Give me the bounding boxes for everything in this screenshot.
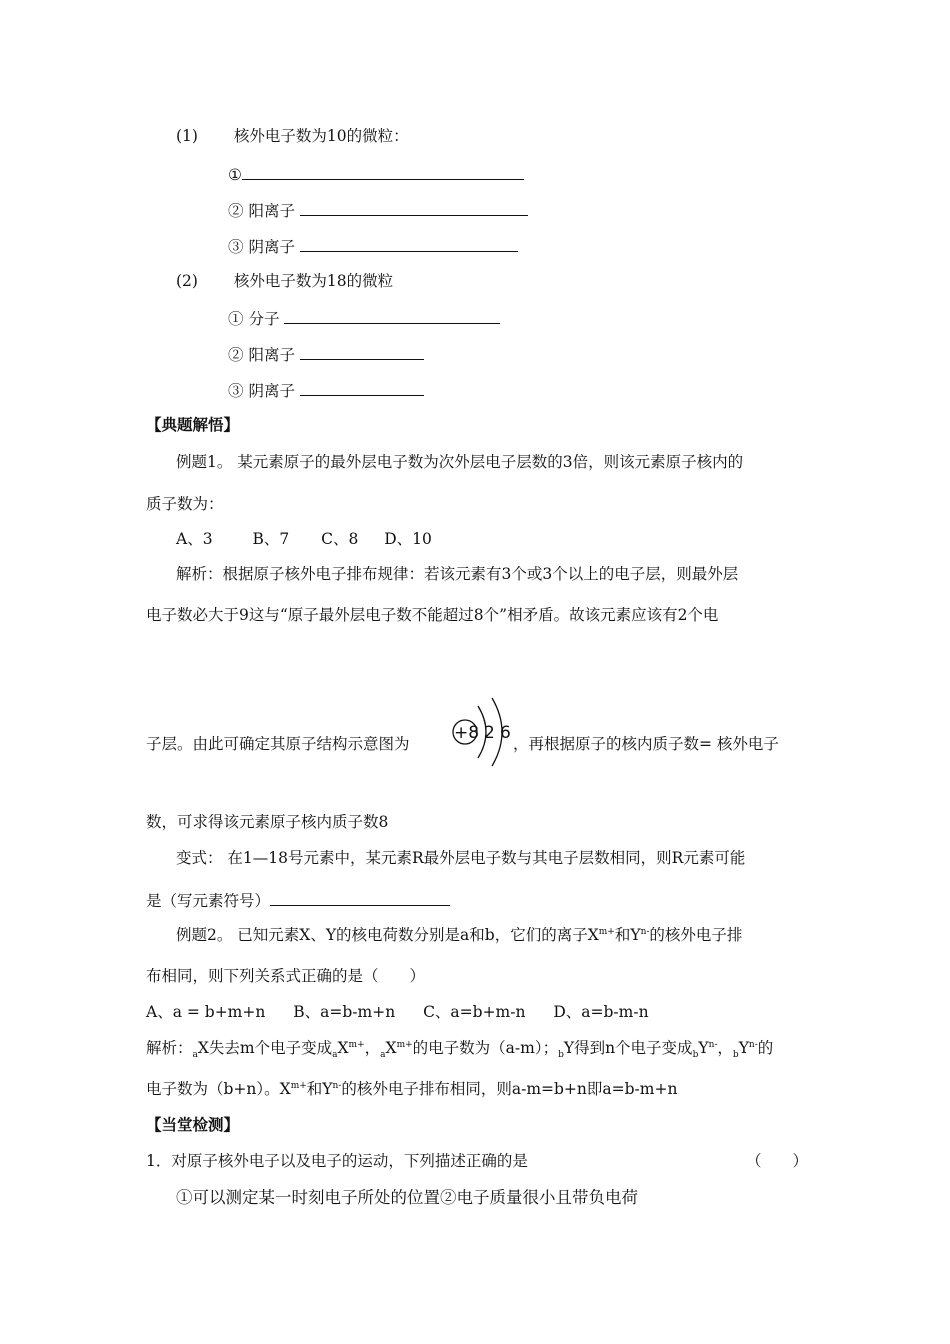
- answer-blank: [300, 343, 424, 360]
- example1-line1: 例题1。 某元素原子的最外层电子数为次外层电子层数的3倍，则该元素原子核内的: [176, 453, 744, 471]
- item-marker: ③: [228, 238, 244, 256]
- nucleus-charge: +8: [454, 723, 480, 743]
- charge-m-plus: m+: [598, 926, 615, 937]
- example2-options: [146, 1002, 649, 1022]
- analysis-text: 的电子数为（a-m）；: [412, 1039, 559, 1057]
- option-a: A、a = b+m+n: [146, 1003, 266, 1021]
- example1-analysis2: 电子数必大于9这与“原子最外层电子数不能超过8个”相矛盾。故该元素应该有2个电: [146, 606, 719, 624]
- symbol-x: X: [337, 1039, 349, 1057]
- analysis-text: 的核外电子排布相同，则a-m=b+n即a=b-m+n: [341, 1080, 678, 1098]
- answer-blank: [284, 307, 500, 324]
- analysis-text: 和Y: [306, 1080, 333, 1098]
- answer-blank: [242, 163, 524, 180]
- subscript-a: a: [332, 1050, 338, 1061]
- item-label: 分子: [248, 310, 280, 328]
- question1-text: 1．对原子核外电子以及电子的运动，下列描述正确的是: [146, 1152, 528, 1170]
- part2-item3: [228, 379, 424, 401]
- punct: ，: [364, 1039, 381, 1057]
- option-a: A、3: [176, 530, 213, 548]
- part2-title-text: 核外电子数为18的微粒: [233, 272, 394, 290]
- option-d: D、10: [384, 530, 432, 548]
- charge-m-plus: m+: [396, 1039, 413, 1050]
- item-marker: ③: [228, 382, 244, 400]
- charge-m-plus: m+: [290, 1080, 307, 1091]
- symbol-y: Y: [738, 1039, 749, 1057]
- example2-line1: [176, 925, 742, 945]
- item-marker: ②: [228, 346, 244, 364]
- answer-blank: [300, 199, 528, 216]
- example1-analysis1: 解析：根据原子核外电子排布规律：若该元素有3个或3个以上的电子层，则最外层: [176, 565, 739, 583]
- item-label: 阴离子: [248, 382, 295, 400]
- question1-choices: ①可以测定某一时刻电子所处的位置②电子质量很小且带负电荷: [176, 1188, 638, 1207]
- part2-number: (2): [176, 272, 198, 290]
- section-heading-examples: 【典题解悟】: [146, 415, 240, 434]
- part2-item1: [228, 307, 500, 329]
- answer-blank: [300, 235, 518, 252]
- part1-item3: [228, 235, 518, 257]
- subscript-b: b: [558, 1050, 564, 1061]
- example1-line2: 质子数为：: [146, 495, 224, 513]
- example1-analysis3-post: ，再根据原子的核内质子数= 核外电子: [513, 735, 779, 753]
- variant-line1: 变式： 在1—18号元素中，某元素R最外层电子数与其电子层数相同，则R元素可能: [176, 849, 746, 867]
- option-d: D、a=b-m-n: [553, 1003, 649, 1021]
- part1-item1: [228, 163, 524, 185]
- item-marker: ①: [228, 166, 242, 184]
- answer-blank: [300, 379, 424, 396]
- example2-analysis-line2: [146, 1079, 677, 1099]
- item-label: 阳离子: [248, 346, 295, 364]
- example2-analysis-line1: [146, 1038, 774, 1061]
- subscript-b: b: [692, 1050, 699, 1061]
- variant-line2-text: 是（写元素符号）: [146, 892, 271, 910]
- analysis-text: 电子数为（b+n）。X: [146, 1080, 291, 1098]
- example1-options: [176, 529, 432, 549]
- option-c: C、8: [321, 530, 359, 548]
- charge-n-minus: n-: [748, 1039, 758, 1050]
- subscript-a: a: [192, 1050, 198, 1061]
- analysis-text: Y得到n个电子变成: [563, 1039, 693, 1057]
- symbol-y: Y: [698, 1039, 709, 1057]
- variant-line2: [146, 889, 450, 911]
- subscript-b: b: [732, 1050, 739, 1061]
- item-marker: ②: [228, 202, 244, 220]
- option-c: C、a=b+m-n: [423, 1003, 526, 1021]
- option-b: B、7: [252, 530, 290, 548]
- part1-number: (1): [176, 127, 198, 145]
- charge-m-plus: m+: [348, 1039, 365, 1050]
- example1-analysis3-pre: 子层。由此可确定其原子结构示意图为: [146, 735, 410, 753]
- item-marker: ①: [228, 310, 244, 328]
- part2-item2: [228, 343, 424, 365]
- example2-line1-a: 例题2。 已知元素X、Y的核电荷数分别是a和b，它们的离子X: [176, 926, 599, 944]
- answer-blank: [270, 889, 450, 906]
- charge-n-minus: n-: [708, 1039, 718, 1050]
- example2-line2: 布相同，则下列关系式正确的是（ ）: [146, 967, 426, 985]
- part1-title: [176, 126, 409, 146]
- analysis-label: 解析：: [146, 1039, 193, 1057]
- shell2-electrons: 6: [500, 723, 511, 743]
- analysis-text: 的: [757, 1039, 774, 1057]
- shell1-electrons: 2: [484, 723, 495, 743]
- example2-line1-b: 和Y: [614, 926, 641, 944]
- example1-analysis4: 数，可求得该元素原子核内质子数8: [146, 813, 389, 831]
- analysis-text: X失去m个电子变成: [197, 1039, 333, 1057]
- part1-title-text: 核外电子数为10的微粒：: [233, 127, 409, 145]
- punct: ，: [717, 1039, 733, 1057]
- part1-item2: [228, 199, 528, 221]
- charge-n-minus: n-: [332, 1080, 342, 1091]
- item-label: 阴离子: [248, 238, 295, 256]
- option-b: B、a=b-m+n: [293, 1003, 396, 1021]
- section-heading-check: 【当堂检测】: [146, 1115, 240, 1134]
- question1-bracket: （ ）: [746, 1152, 809, 1170]
- charge-n-minus: n-: [640, 926, 650, 937]
- item-label: 阳离子: [248, 202, 295, 220]
- part2-title: [176, 271, 393, 291]
- example2-line1-c: 的核外电子排: [649, 926, 743, 944]
- subscript-a: a: [380, 1050, 386, 1061]
- symbol-x: X: [385, 1039, 397, 1057]
